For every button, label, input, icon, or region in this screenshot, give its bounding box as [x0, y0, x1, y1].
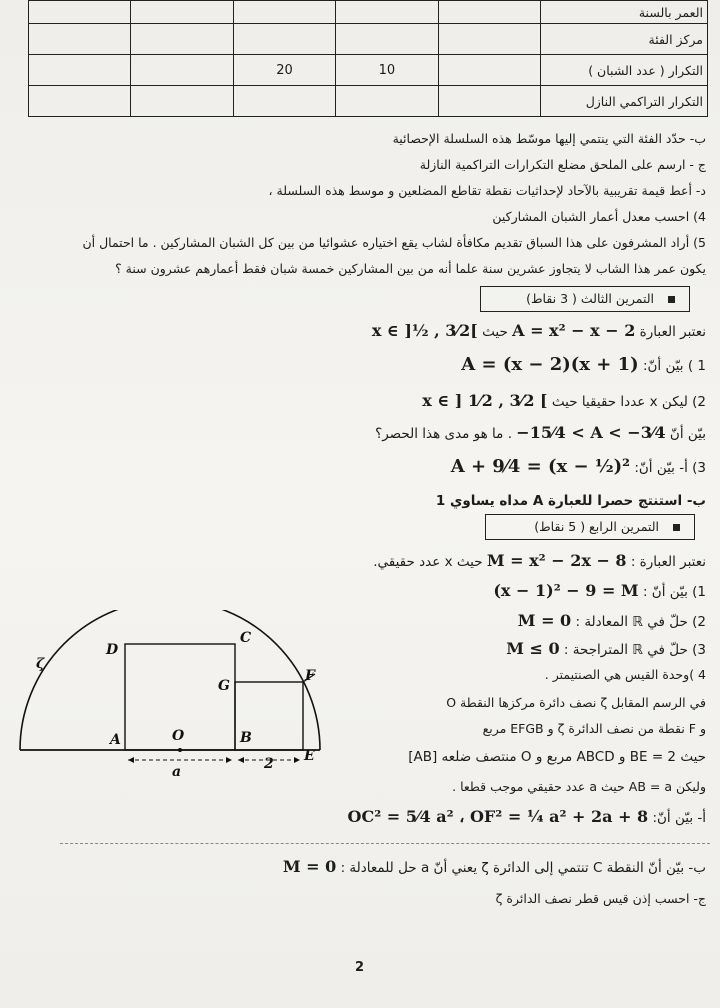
table-row-label: العمر بالسنة: [541, 1, 708, 24]
table-cell: [131, 86, 233, 117]
ex2-question-j: ج - ارسم على الملحق مضلع التكرارات التراكمية النازلة: [419, 157, 706, 172]
ex4-qc: ج- احسب إذن قيس قطر نصف الدائرة ζ: [495, 891, 706, 906]
ex3-q3a: [451, 458, 706, 477]
ex3-q2-label: 2) ليكن x عددا حقيقيا حيث: [551, 394, 706, 410]
label-f: F: [305, 668, 315, 684]
ex3-q2: [422, 392, 706, 411]
ex3-q3a-label: 3) أ- بيّن أنّ:: [634, 460, 706, 476]
ex4-q1: [493, 582, 706, 601]
label-c: C: [240, 630, 252, 646]
ex4-fig-line3: حيث BE = 2 و ABCD مربع و O منتصف ضلعه [AB]: [408, 749, 706, 765]
ex4-q4: 4 )وحدة القيس هي الصنتيمتر .: [544, 667, 706, 682]
ex4-intro-text: نعتبر العبارة :: [630, 554, 706, 570]
ex3-q2b-label: بيّن أنّ: [669, 426, 706, 442]
label-o: O: [172, 728, 185, 744]
ex2-question-b: ب- حدّد الفئة التي ينتمي إليها موسّط هذه السلسلة الإحصائية: [392, 131, 706, 146]
label-b: B: [240, 730, 252, 746]
table-cell: [29, 86, 131, 117]
ex4-q3: [506, 640, 706, 659]
ex4-fig-line2: و F نقطة من نصف الدائرة ζ و EFGB مربع: [482, 721, 706, 736]
frequency-table: [28, 0, 708, 117]
label-zeta: ζ: [36, 656, 45, 672]
ex4-q2-label: 2) حلّ في ℝ المعادلة :: [575, 614, 706, 630]
dashed-divider: [60, 843, 710, 844]
ex4-fig-line1: في الرسم المقابل ζ نصف دائرة مركزها النقطة O: [446, 695, 706, 710]
ex4-qb: [283, 858, 706, 877]
ex3-domain-2: x ∈ ] 1⁄2 , 3⁄2 [: [422, 391, 548, 410]
label-length-a: a: [172, 764, 182, 780]
table-cell: [438, 86, 540, 117]
ex4-qa-math: OC² = 5⁄4 a² ، OF² = ¼ a² + 2a + 8: [347, 807, 649, 826]
table-cell: 20: [233, 55, 335, 86]
ex4-intro-math: M = x² − 2x − 8: [486, 551, 627, 570]
table-cell: [233, 86, 335, 117]
table-cell: [438, 24, 540, 55]
label-length-2: 2: [264, 756, 274, 772]
ex3-intro-where: حيث: [482, 324, 508, 340]
ex3-q2b-math: −15⁄4 < A < −3⁄4: [516, 423, 666, 442]
table-row: [29, 55, 708, 86]
ex4-intro: [373, 552, 706, 571]
ex4-qa: [348, 808, 706, 827]
label-e: E: [304, 748, 315, 764]
ex4-title: التمرين الرابع ( 5 نقاط): [534, 519, 659, 534]
ex2-question-5-line1: 5) أراد المشرفون على هذا السباق تقديم مكافأة لشاب يقع اختياره عشوائيا من بين كل الشبان المشاركين . ما احتمال أن: [82, 235, 706, 250]
ex2-question-5-line2: يكون عمر هذا الشاب لا يتجاوز عشرين سنة علما أنه من بين المشاركين خمسة شبان فقط أعمارهم عشرون سنة ؟: [115, 261, 706, 276]
page-number: 2: [355, 960, 365, 975]
ex4-intro-tail: حيث x عدد حقيقي.: [373, 554, 483, 570]
table-cell: [233, 24, 335, 55]
ex3-intro: [372, 322, 706, 341]
ex4-q1-math: (x − 1)² − 9 = M: [493, 581, 639, 600]
square-bullet-icon: [668, 296, 675, 303]
table-cell: [336, 24, 438, 55]
ex4-q3-label: 3) حلّ في ℝ المتراجحة :: [563, 642, 706, 658]
square-bullet-icon: [673, 524, 680, 531]
ex4-fig-line4: وليكن AB = a حيث a عدد حقيقي موجب قطعا .: [452, 779, 706, 794]
label-d: D: [106, 642, 119, 658]
ex3-q3a-math: A + 9⁄4 = (x − ½)²: [450, 456, 631, 477]
table-cell: [131, 1, 233, 24]
label-a: A: [110, 732, 121, 748]
ex3-title: التمرين الثالث ( 3 نقاط): [526, 291, 654, 306]
ex3-q1-math: A = (x − 2)(x + 1): [461, 354, 639, 375]
table-cell: [29, 55, 131, 86]
table-row: [29, 1, 708, 24]
table-row-label: التكرار التراكمي النازل: [541, 86, 708, 117]
ex4-qb-text: ب- بيّن أنّ النقطة C تنتمي إلى الدائرة ζ يعني أنّ a حل للمعادلة :: [340, 860, 706, 876]
center-point-o: [178, 748, 182, 752]
table-row-label: مركز الفئة: [541, 24, 708, 55]
ex3-title-box: [480, 286, 690, 312]
table-cell: [438, 55, 540, 86]
table-row: [29, 24, 708, 55]
table-cell: 10: [336, 55, 438, 86]
label-g: G: [218, 678, 230, 694]
ex4-q3-math: M ≤ 0: [506, 639, 560, 658]
semicircle-figure: [0, 610, 360, 810]
ex4-q2-math: M = 0: [517, 611, 572, 630]
table-cell: [131, 24, 233, 55]
arrow-right-icon: [226, 757, 232, 763]
table-cell: [336, 1, 438, 24]
arrow-right-icon: [294, 757, 300, 763]
ex3-intro-text: نعتبر العبارة: [639, 324, 706, 340]
ex2-question-d: د- أعط قيمة تقريبية بالآحاد لإحداثيات نقطة تقاطع المضلعين و موسط هذه السلسلة ،: [268, 183, 706, 198]
table-cell: [29, 24, 131, 55]
ex4-qa-label: أ- بيّن أنّ:: [652, 810, 706, 826]
ex3-q1: [461, 356, 706, 375]
ex4-q2: [518, 612, 706, 631]
ex3-q2b-text: . ما هو مدى هذا الحصر؟: [375, 426, 512, 442]
arrow-left-icon: [128, 757, 134, 763]
ex4-qb-math: M = 0: [282, 857, 337, 876]
ex3-domain-1: x ∈ ]½ , 3⁄2[: [371, 321, 478, 340]
table-row-label: التكرار ( عدد الشبان ): [541, 55, 708, 86]
ex4-q1-label: 1) بيّن أنّ :: [642, 584, 706, 600]
ex4-title-box: [485, 514, 695, 540]
arrow-left-icon: [238, 757, 244, 763]
ex3-q1-label: 1 ) بيّن أنّ:: [642, 358, 706, 374]
ex2-question-4: 4) احسب معدل أعمار الشبان المشاركين: [492, 209, 706, 224]
table-cell: [233, 1, 335, 24]
ex3-q3b: ب- استنتج حصرا للعبارة A مداه يساوي 1: [435, 493, 706, 509]
ex3-q2b: [375, 424, 706, 443]
table-row: [29, 86, 708, 117]
ex3-intro-math: A = x² − x − 2: [512, 321, 636, 340]
semicircle-arc: [20, 610, 320, 750]
table-cell: [438, 1, 540, 24]
table-cell: [29, 1, 131, 24]
table-cell: [131, 55, 233, 86]
table-cell: [336, 86, 438, 117]
